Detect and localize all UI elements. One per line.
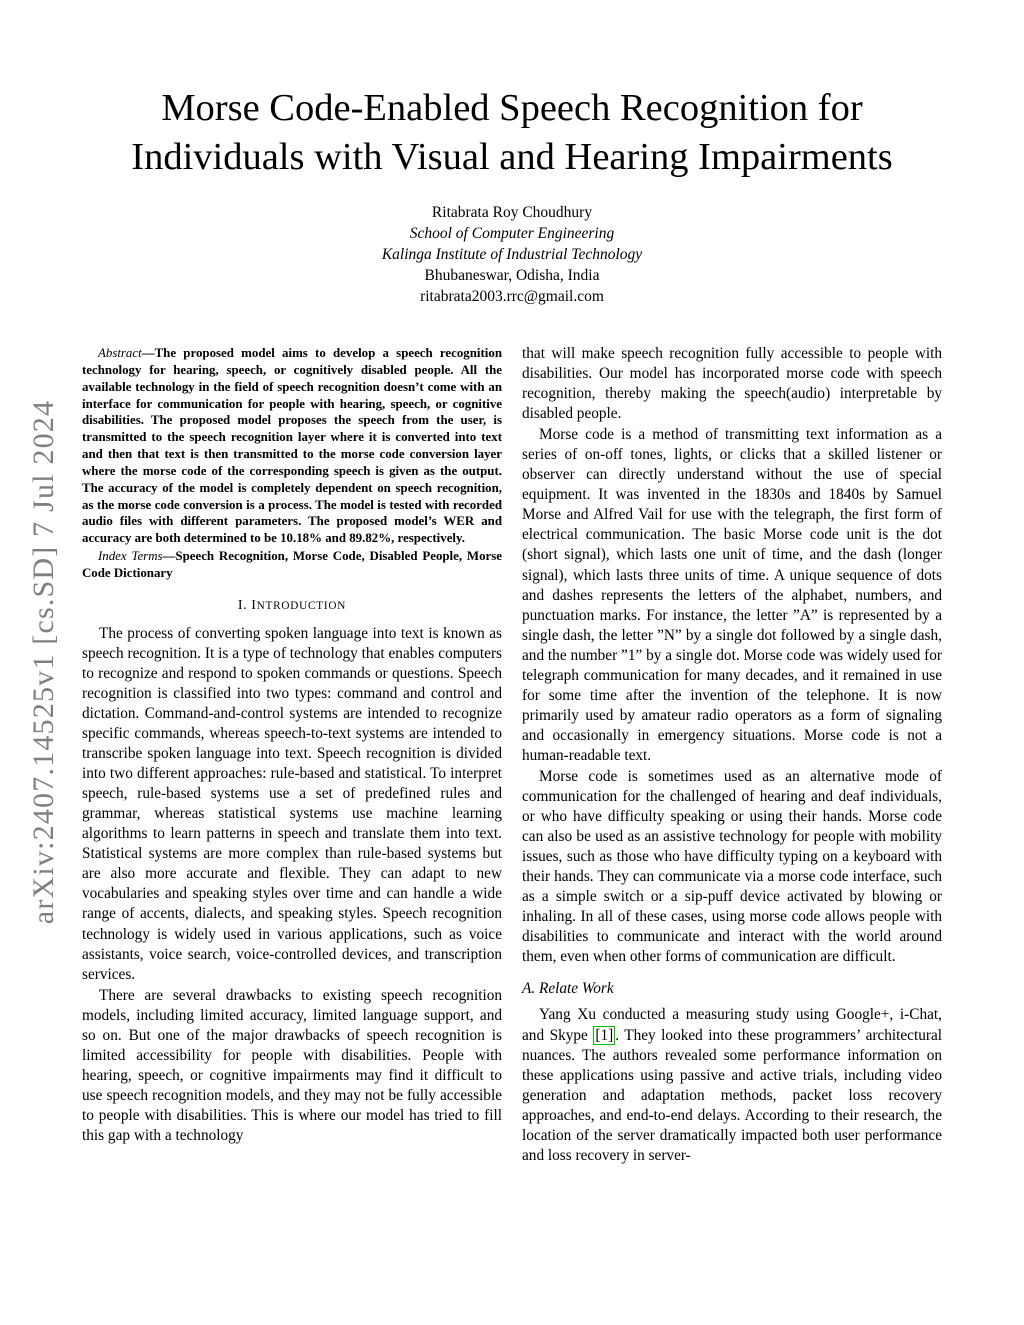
related-work-text-after: . They looked into these programmers’ architectural nuances. The authors revealed some performance information on these applications using passive and active trials, including video generation and adaptation methods, packet loss recovery approaches, and end-to-end delays. According to their research, the location of the server dramatically impacted both user performance and loss recovery in server- <box>522 1026 942 1164</box>
index-terms <box>82 548 502 582</box>
index-terms-lead: Index Terms <box>98 549 163 564</box>
author-institution: Kalinga Institute of Industrial Technology <box>381 246 643 263</box>
paper-title <box>70 84 954 182</box>
arxiv-identifier: arXiv:2407.14525v1 [cs.SD] 7 Jul 2024 <box>27 399 60 925</box>
section-heading-introduction <box>82 596 502 616</box>
intro-paragraph-2-continued: that will make speech recognition fully accessible to people with disabilities. Our model has incorporated morse code with speech recognition, thereby making the speech(audio) interpretable by disabled people. <box>522 345 942 423</box>
author-block <box>212 202 812 307</box>
left-column <box>82 345 502 1146</box>
section-title-rest: NTRODUCTION <box>256 599 347 612</box>
author-location: Bhubaneswar, Odisha, India <box>424 267 600 284</box>
intro-paragraph-4: Morse code is sometimes used as an alternative mode of communication for the challenged of hearing and deaf individuals, or who have difficulty speaking or using their hands. Morse code can also be used as an assistive technology for people with mobility issues, such as those who have difficulty typing on a keyboard with their hands. They can communicate via a morse code interface, such as a simple switch or a sip-puff device activated by blowing or inhaling. In all of these cases, using morse code allows people with disabilities to communicate and interact with the world around them, even when other forms of communication are difficult. <box>522 767 942 966</box>
title-line-2: Individuals with Visual and Hearing Impairments <box>131 136 893 178</box>
subsection-heading-related-work: A. Relate Work <box>522 980 614 998</box>
title-line-1: Morse Code-Enabled Speech Recognition for <box>161 87 863 129</box>
index-terms-body: —Speech Recognition, Morse Code, Disabled People, Morse Code Dictionary <box>82 549 502 580</box>
author-email[interactable]: ritabrata2003.rrc@gmail.com <box>420 288 604 305</box>
author-department: School of Computer Engineering <box>409 225 615 242</box>
intro-paragraph-3: Morse code is a method of transmitting text information as a series of on-off tones, lights, or clicks that a skilled listener or observer can directly understand without the use of special equipment. It was invented in the 1830s and 1840s by Samuel Morse and Alfred Vail for use with the telegraph, the first form of electrical communication. The basic Morse code unit is the dot (short signal), which lasts one unit of time, and the dash (longer signal), which lasts three units of time. A unique sequence of dots and dashes represents the letters of the alphabet, numbers, and punctuation marks. For instance, the letter ”A” is represented by a single dash, the letter ”N” by a single dot followed by a single dash, and the number ”1” by a single dot. Morse code was widely used for telegraph communication for many decades, and it remained in use for some time after the invention of the telephone. It is now primarily used by amateur radio operators as a form of signaling and occasionally in emergency situations. Morse code is not a human-readable text. <box>522 426 942 764</box>
author-name: Ritabrata Roy Choudhury <box>431 204 593 221</box>
abstract-lead: Abstract <box>98 346 142 360</box>
section-number: I. I <box>237 597 257 613</box>
related-work-paragraph <box>522 1005 942 1165</box>
abstract <box>82 345 502 547</box>
related-work-text-before: Yang Xu conducted a measuring study using Google+, i-Chat, and Skype <box>522 1006 942 1044</box>
citation-link-1[interactable]: [1] <box>595 1026 614 1044</box>
right-column <box>522 344 942 1166</box>
intro-paragraph-1: The process of converting spoken language into text is known as speech recognition. It is a type of technology that enables computers to recognize and respond to spoken commands or questions. Speech recognition is classified into two types: command and control and dictation. Command-and-control systems are intended to recognize specific commands, whereas speech-to-text systems are intended to transcribe spoken language into text. Speech recognition is divided into two different approaches: rule-based and statistical. To interpret speech, rule-based systems use a set of predefined rules and grammar, whereas statistical systems use machine learning algorithms to learn patterns in speech and translate them into text. Statistical systems are more complex than rule-based systems but are also more accurate and flexible. They can adapt to new vocabularies and speaking styles over time and can handle a wide range of accents, dialects, and speaking styles. Speech recognition technology is widely used in various applications, such as voice assistants, voice search, voice-controlled devices, and transcription services. <box>82 624 502 983</box>
abstract-body: —The proposed model aims to develop a speech recognition technology for hearing, speech, or cognitively disabled people. All the available technology in the field of speech recognition doesn’t come with an interface for communication for people with hearing, speech, or cognitive disabilities. The proposed model proposes the speech from the user, is transmitted to the speech recognition layer where it is converted into text and then that text is then transmitted to the morse code conversion layer where the morse code of the corresponding speech is given as the output. The accuracy of the model is completely dependent on speech recognition, as the morse code conversion is a process. The model is tested with recorded audio files with different parameters. The proposed model’s WER and accuracy are both determined to be 10.18% and 89.82%, respectively. <box>82 346 502 546</box>
intro-paragraph-2: There are several drawbacks to existing speech recognition models, including limited accuracy, limited language support, and so on. But one of the major drawbacks of speech recognition is limited accessibility for people with disabilities. People with hearing, speech, or cognitive impairments may find it difficult to use speech recognition models, and they may not be fully accessible to people with disabilities. This is where our model has tried to fill this gap with a technology <box>82 986 502 1144</box>
